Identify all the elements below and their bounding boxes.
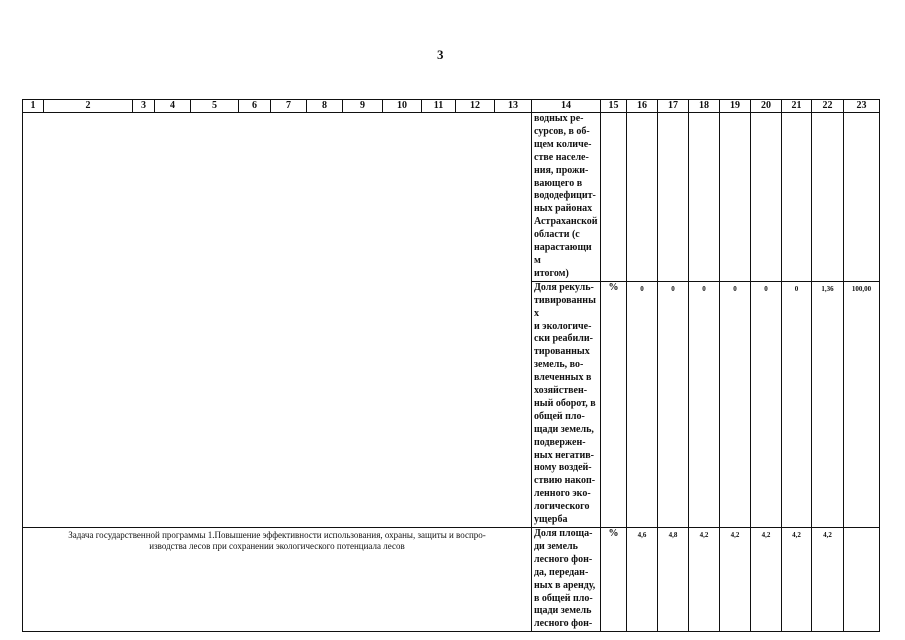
table-row: [23, 281, 880, 527]
column-number: 3: [133, 100, 155, 113]
value-cell: 4,2: [689, 528, 720, 632]
table-row: [23, 113, 880, 282]
column-number: 18: [689, 100, 720, 113]
empty-task-cell: [23, 281, 532, 527]
value-cell: [844, 113, 880, 282]
value-cell: 4,2: [720, 528, 751, 632]
indicator-cell: водных ре- сурсов, в об- щем количе- стве населе- ния, прожи- вающего в вододефицит- ных районах Астраханской области (с нарастающим итогом): [532, 113, 601, 282]
unit-cell: %: [601, 528, 627, 632]
column-number: 20: [751, 100, 782, 113]
column-number: 2: [44, 100, 133, 113]
column-number: 4: [155, 100, 191, 113]
value-cell: [627, 113, 658, 282]
column-number: 12: [456, 100, 495, 113]
indicators-table: [22, 99, 880, 632]
value-cell: 0: [658, 281, 689, 527]
unit-cell: [601, 113, 627, 282]
column-number: 6: [239, 100, 271, 113]
column-number: 8: [307, 100, 343, 113]
column-number: 22: [812, 100, 844, 113]
column-number: 23: [844, 100, 880, 113]
column-number: 7: [271, 100, 307, 113]
value-cell: [720, 113, 751, 282]
unit-cell: %: [601, 281, 627, 527]
value-cell: 1,36: [812, 281, 844, 527]
value-cell: 0: [720, 281, 751, 527]
value-cell: 100,00: [844, 281, 880, 527]
column-numbers-row: [23, 100, 880, 113]
table-row: [23, 528, 880, 632]
column-number: 9: [343, 100, 383, 113]
value-cell: 4,2: [782, 528, 812, 632]
column-number: 21: [782, 100, 812, 113]
column-number: 16: [627, 100, 658, 113]
value-cell: 4,2: [751, 528, 782, 632]
value-cell: 0: [689, 281, 720, 527]
task-cell: Задача государственной программы 1.Повышение эффективности использования, охраны, защиты и воспро- изводства лесов при сохранении экологического потенциала лесов: [23, 528, 532, 632]
column-number: 14: [532, 100, 601, 113]
value-cell: [751, 113, 782, 282]
page-number: 3: [437, 47, 444, 62]
column-number: 13: [495, 100, 532, 113]
value-cell: [782, 113, 812, 282]
value-cell: 0: [751, 281, 782, 527]
column-number: 11: [422, 100, 456, 113]
value-cell: 4,8: [658, 528, 689, 632]
column-number: 17: [658, 100, 689, 113]
value-cell: 4,6: [627, 528, 658, 632]
column-number: 1: [23, 100, 44, 113]
indicator-cell: Доля площа- ди земель лесного фон- да, передан- ных в аренду, в общей пло- щади земель лесного фон-: [532, 528, 601, 632]
value-cell: 4,2: [812, 528, 844, 632]
value-cell: 0: [782, 281, 812, 527]
indicator-cell: Доля рекуль- тивированных и экологиче- ски реабили- тированных земель, во- влеченных в хозяйствен- ный оборот, в общей пло- щади земель, подвержен- ных негатив- ному воздей- ствию накоп- ленного эко- логического ущерба: [532, 281, 601, 527]
empty-task-cell: [23, 113, 532, 282]
value-cell: [844, 528, 880, 632]
column-number: 10: [383, 100, 422, 113]
column-number: 5: [191, 100, 239, 113]
value-cell: [658, 113, 689, 282]
column-number: 15: [601, 100, 627, 113]
column-number: 19: [720, 100, 751, 113]
value-cell: [689, 113, 720, 282]
value-cell: [812, 113, 844, 282]
value-cell: 0: [627, 281, 658, 527]
